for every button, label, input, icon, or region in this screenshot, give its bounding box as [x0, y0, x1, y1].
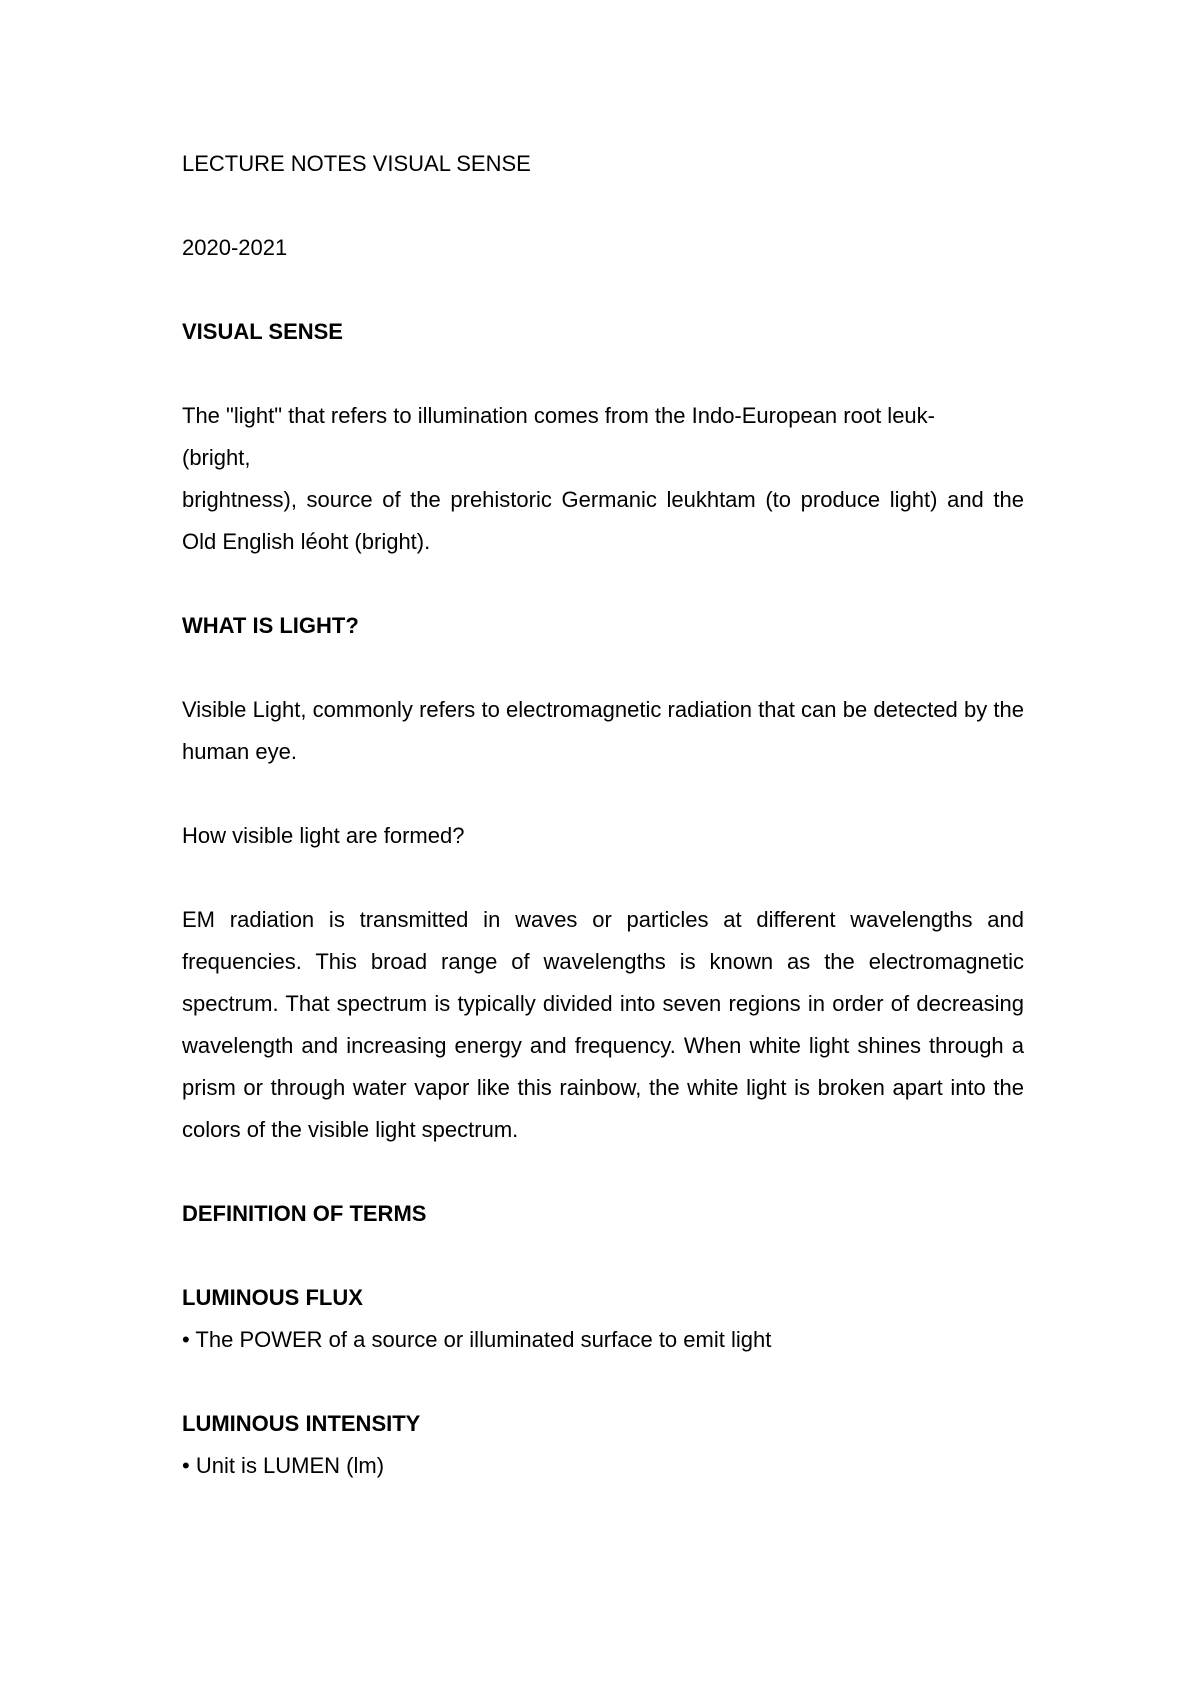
heading-definition-of-terms: DEFINITION OF TERMS [182, 1201, 427, 1226]
document-title: LECTURE NOTES VISUAL SENSE [182, 151, 531, 176]
document-year: 2020-2021 [182, 235, 288, 260]
visible-light-paragraph: Visible Light, commonly refers to electromagnetic radiation that can be detected by the human eye. [182, 697, 1024, 764]
intro-line-2: (bright, [182, 445, 251, 470]
heading-luminous-intensity: LUMINOUS INTENSITY [182, 1411, 421, 1436]
document-page [182, 143, 1024, 1487]
heading-what-is-light: WHAT IS LIGHT? [182, 613, 359, 638]
luminous-intensity-bullet: • Unit is LUMEN (lm) [182, 1453, 385, 1478]
luminous-flux-bullet: • The POWER of a source or illuminated surface to emit light [182, 1327, 772, 1352]
intro-paragraph: brightness), source of the prehistoric Germanic leukhtam (to produce light) and the Old English léoht (bright). [182, 487, 1024, 554]
em-radiation-paragraph: EM radiation is transmitted in waves or particles at different wavelengths and frequencies. This broad range of wavelengths is known as the electromagnetic spectrum. That spectrum is typically divided into seven regions in order of decreasing wavelength and increasing energy and frequency. When white light shines through a prism or through water vapor like this rainbow, the white light is broken apart into the colors of the visible light spectrum. [182, 907, 1024, 1142]
heading-visual-sense: VISUAL SENSE [182, 319, 343, 344]
intro-line-1: The "light" that refers to illumination comes from the Indo-European root leuk- [182, 403, 935, 428]
heading-luminous-flux: LUMINOUS FLUX [182, 1285, 363, 1310]
how-formed-question: How visible light are formed? [182, 823, 465, 848]
